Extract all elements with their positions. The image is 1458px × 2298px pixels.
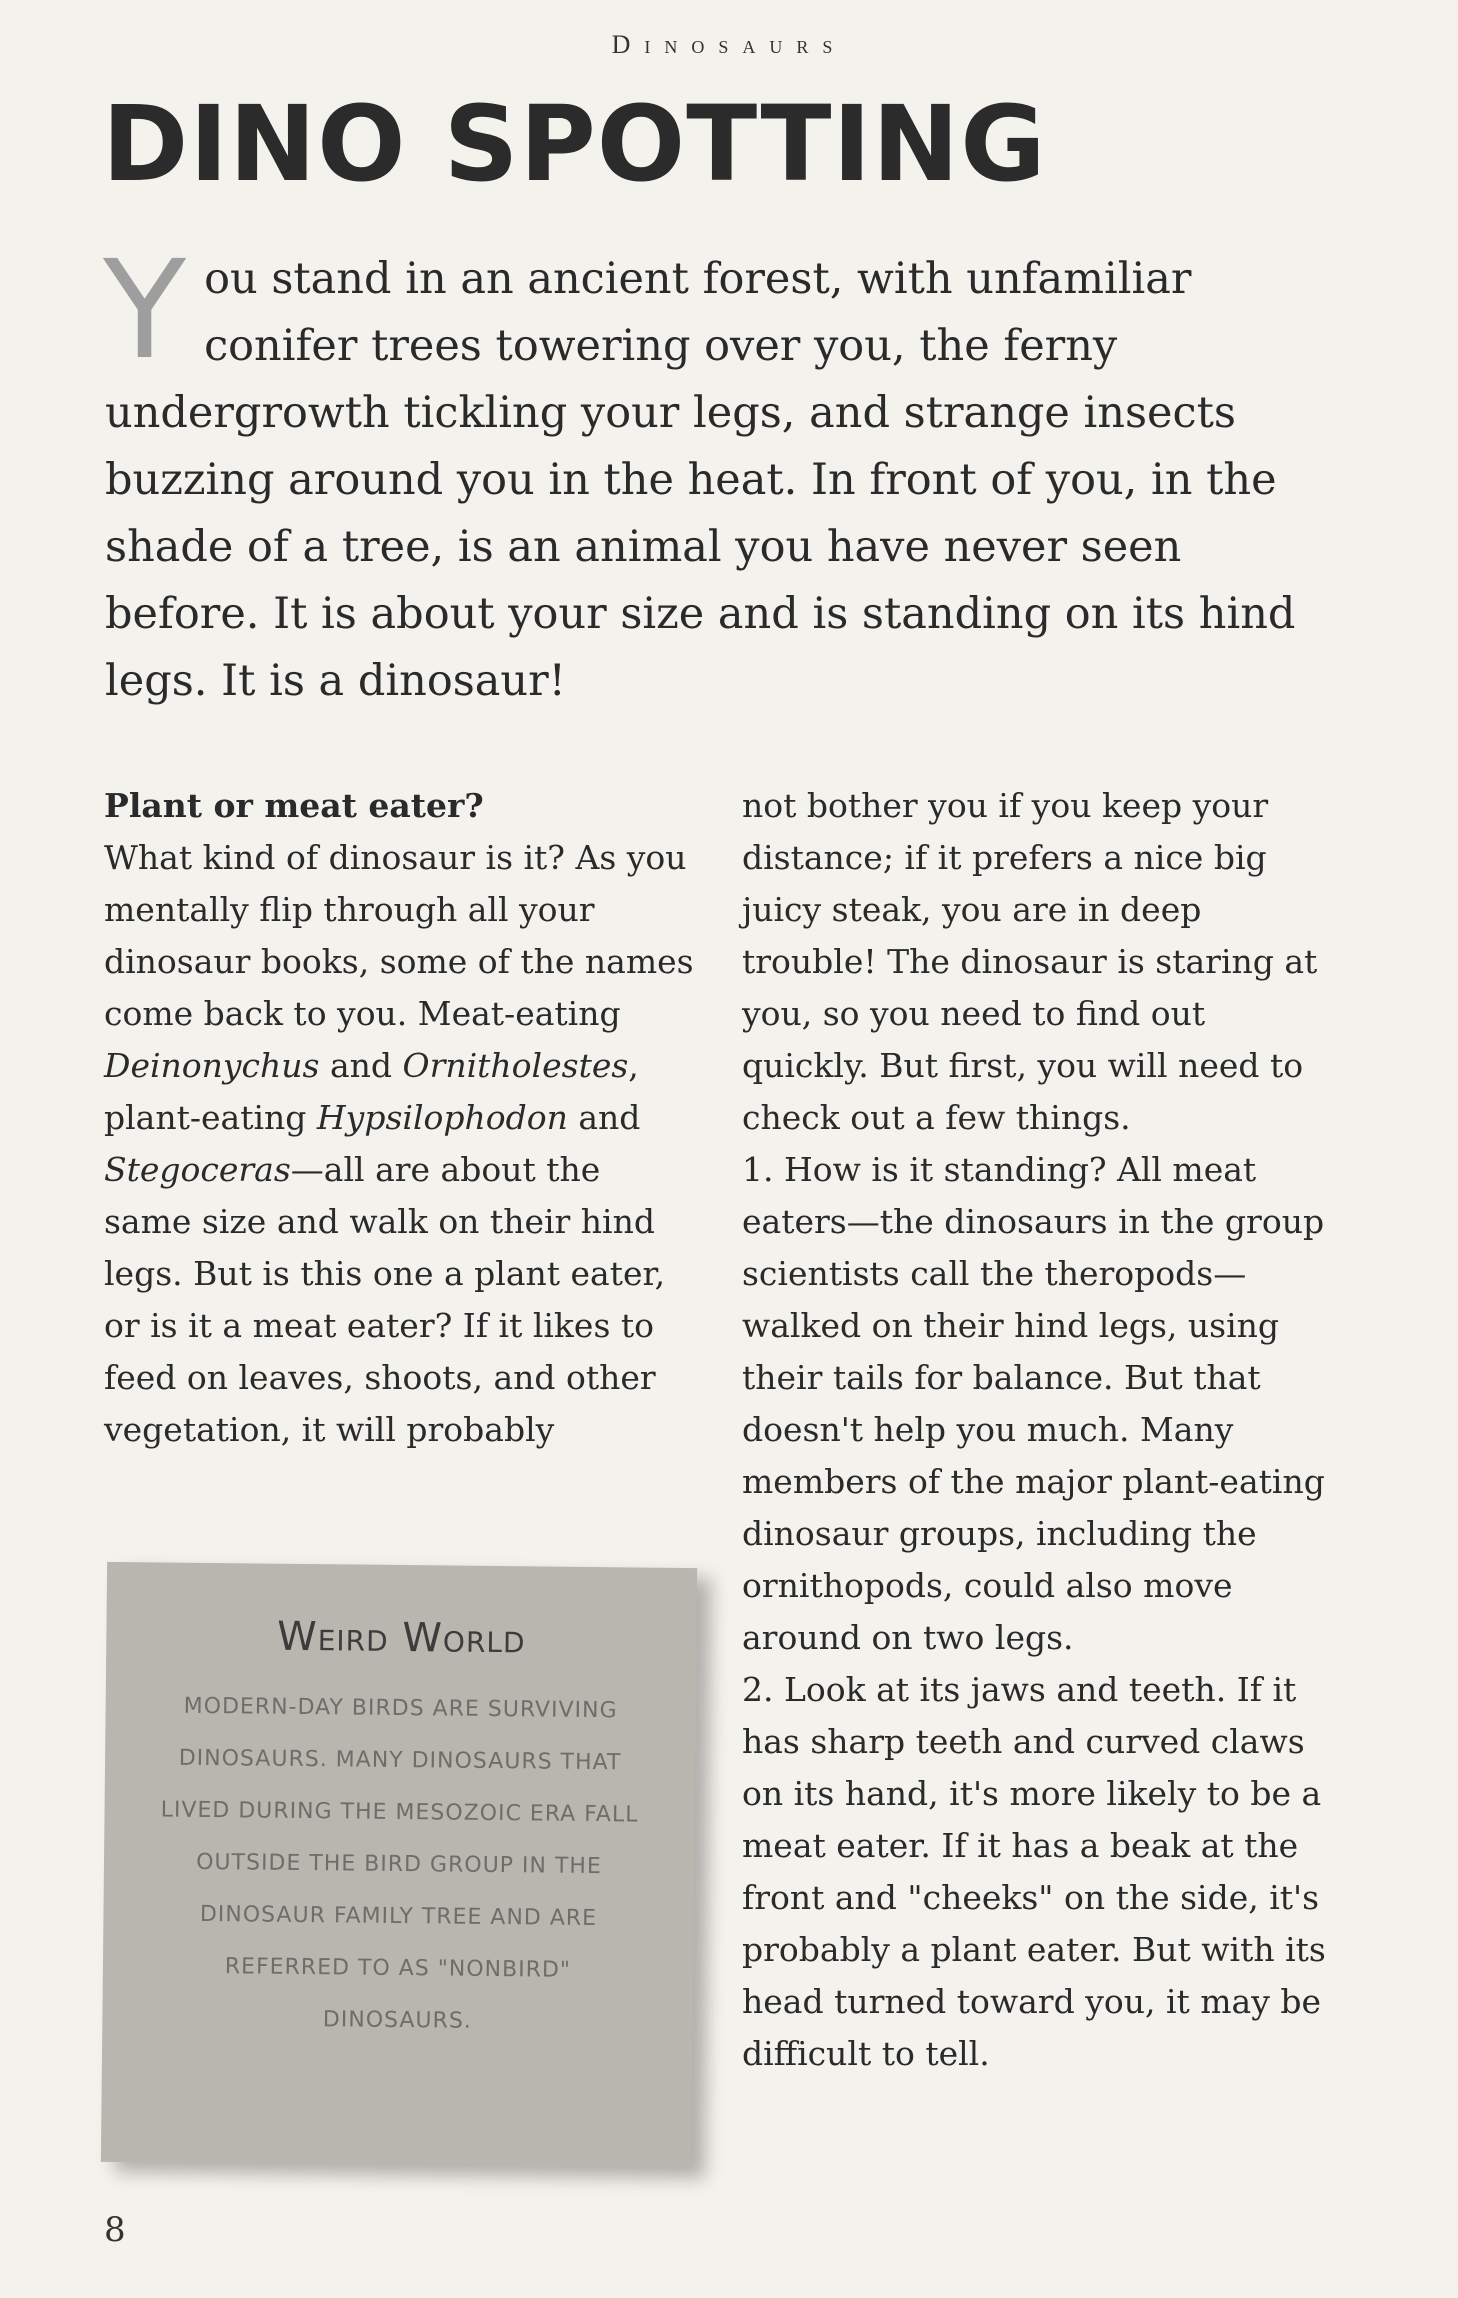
left-column-paragraph	[104, 832, 694, 1456]
text-run: and	[567, 1098, 641, 1137]
dinosaur-name: Deinonychus	[104, 1046, 320, 1085]
running-head-text: Dinosaurs	[611, 30, 847, 59]
section-subhead: Plant or meat eater?	[104, 786, 484, 825]
dinosaur-name: Stegoceras	[104, 1150, 291, 1189]
dinosaur-name: Ornitholestes	[402, 1046, 629, 1085]
page-title: DINO SPOTTING	[102, 83, 1047, 205]
page-number: 8	[104, 2210, 126, 2250]
right-column-paragraph: not bother you if you keep your distance; if it prefers a nice big juicy steak, you are in deep trouble! The dinosaur is staring at you, so you need to find out quickly. But first, you will need to check out a few things.	[742, 786, 1318, 1137]
dinosaur-name: Hypsilophodon	[316, 1098, 568, 1137]
weird-world-sidebar	[101, 1562, 697, 2168]
intro-paragraph	[103, 232, 1305, 715]
right-column	[742, 780, 1342, 2080]
intro-text: ou stand in an ancient forest, with unfamiliar conifer trees towering over you, the ferny undergrowth tickling your legs, and strange insects buzzing around you in the heat. In front of you, in the shade of a tree, is an animal you have never seen before. It is about your size and is standing on its hind legs. It is a dinosaur!	[105, 254, 1296, 706]
sidebar-body: MODERN-DAY BIRDS ARE SURVIVING DINOSAURS. MANY DINOSAURS THAT LIVED DURING THE MESOZOIC ERA FALL OUTSIDE THE BIRD GROUP IN THE DINOSAUR FAMILY TREE AND ARE REFERRED TO AS "NONBIRD" DINOSAURS.	[160, 1693, 639, 2034]
left-column	[104, 780, 694, 1456]
text-run: , plant-eating	[104, 1046, 639, 1137]
text-run: and	[319, 1046, 403, 1085]
sidebar-title: Weird World	[276, 1613, 526, 1663]
step-two: 2. Look at its jaws and teeth. If it has sharp teeth and curved claws on its hand, it's more likely to be a meat eater. If it has a beak at the front and "cheeks" on the side, it's probably a plant eater. But with its head turned toward you, it may be difficult to tell.	[742, 1670, 1326, 2073]
drop-cap: Y	[103, 232, 187, 390]
running-head	[0, 30, 1458, 60]
text-run: —all are about the same size and walk on their hind legs. But is this one a plant eater, or is it a meat eater? If it likes to feed on leaves, shoots, and other vegetation, it will probably	[104, 1150, 666, 1449]
text-run: What kind of dinosaur is it? As you mentally flip through all your dinosaur books, some of the names come back to you. Meat-eating	[104, 838, 694, 1033]
step-one: 1. How is it standing? All meat eaters—the dinosaurs in the group scientists call the theropods—walked on their hind legs, using their tails for balance. But that doesn't help you much. Many members of the major plant-eating dinosaur groups, including the ornithopods, could also move around on two legs.	[742, 1150, 1325, 1657]
